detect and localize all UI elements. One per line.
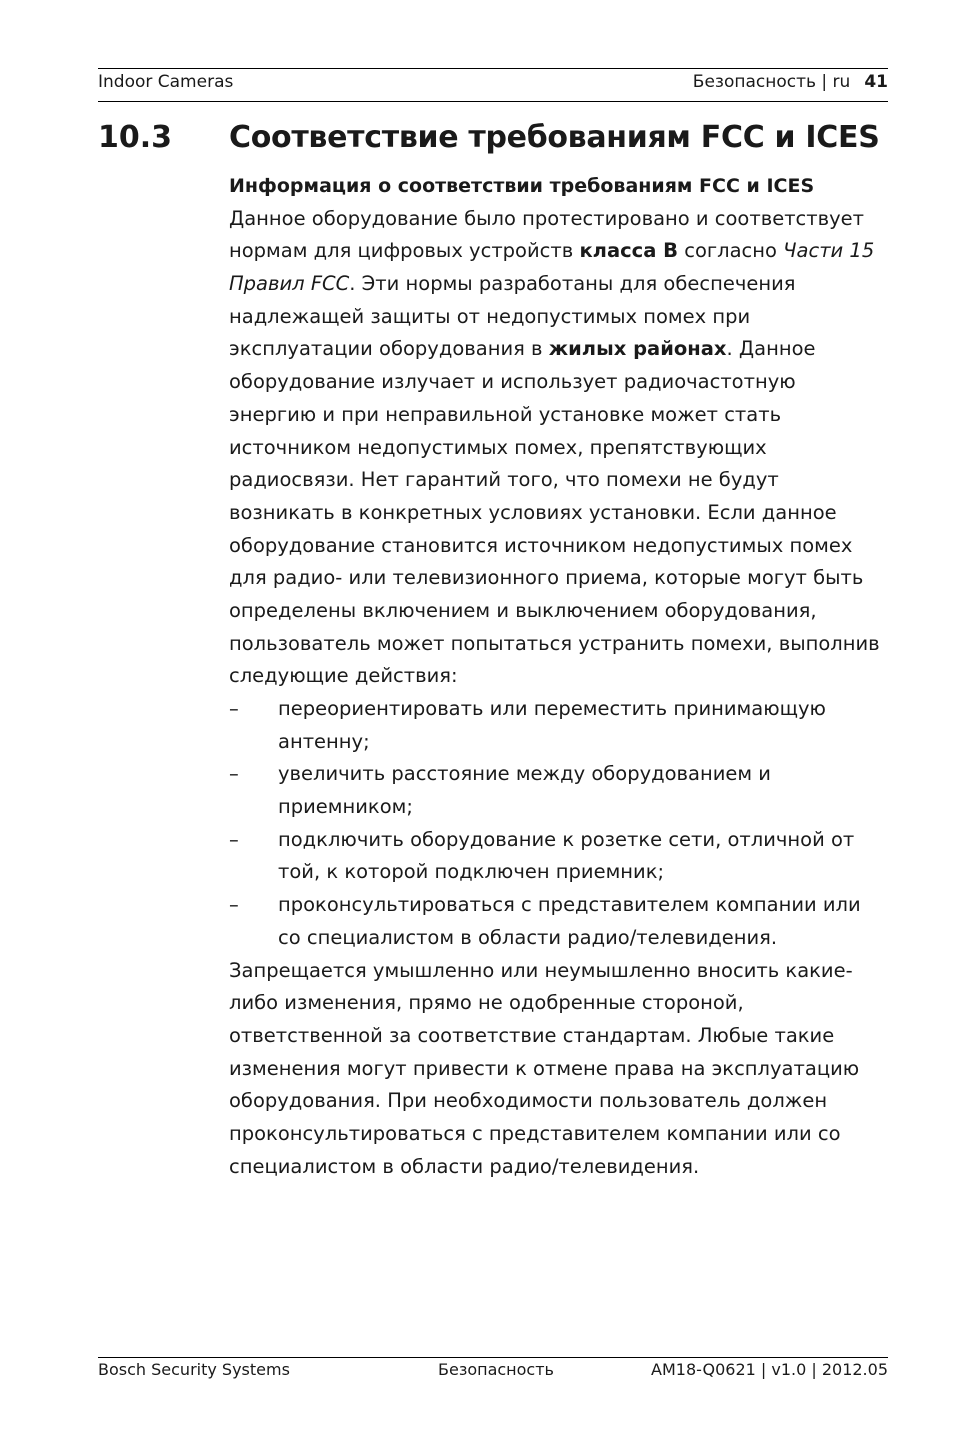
- text-line: изменения могут привести к отмене права на эксплуатацию: [229, 1056, 860, 1080]
- list-item: [229, 889, 891, 954]
- text-line: проконсультироваться с представителем компании или со: [229, 1121, 841, 1145]
- list-dash: –: [229, 762, 239, 786]
- list-item-line: той, к которой подключен приемник;: [278, 860, 665, 884]
- list-item: [229, 758, 891, 823]
- list-item: [229, 824, 891, 889]
- footer-section: Безопасность: [438, 1360, 554, 1379]
- text-line: для радио- или телевизионного приема, которые могут быть: [229, 566, 864, 590]
- page-number: 41: [864, 72, 888, 92]
- text-line: возникать в конкретных условиях установки. Если данное: [229, 500, 837, 524]
- text-line: либо изменения, прямо не одобренные стороной,: [229, 991, 744, 1015]
- section-body: [229, 170, 891, 1183]
- text-line: энергию и при неправильной установке может стать: [229, 402, 782, 426]
- italic-reference: Правил FCC: [229, 272, 350, 296]
- header-right: [693, 72, 888, 92]
- text-span: . Данное: [726, 337, 816, 361]
- text-line: источником недопустимых помех, препятствующих: [229, 435, 767, 459]
- list-item-line: переориентировать или переместить принимающую: [278, 697, 826, 720]
- text-line: оборудование становится источником недопустимых помех: [229, 533, 853, 557]
- list-dash: –: [229, 697, 239, 720]
- footer-doc-id: AM18-Q0621 | v1.0 | 2012.05: [651, 1360, 888, 1379]
- footer-company: Bosch Security Systems: [98, 1360, 290, 1379]
- text-span: согласно: [678, 239, 784, 263]
- text-line: пользователь может попытаться устранить помехи, выполнив: [229, 631, 880, 655]
- list-item-line: увеличить расстояние между оборудованием и: [278, 762, 771, 786]
- header-product-name: Indoor Cameras: [98, 72, 234, 92]
- paragraph-1: [229, 203, 891, 693]
- text-line: надлежащей защиты от недопустимых помех при: [229, 304, 751, 328]
- bold-term-residential: жилых районах: [548, 337, 727, 361]
- list-item-line: подключить оборудование к розетке сети, отличной от: [278, 827, 855, 851]
- text-line: оборудование излучает и использует радиочастотную: [229, 370, 796, 394]
- paragraph-2: [229, 955, 891, 1184]
- italic-reference: Части 15: [783, 239, 875, 263]
- text-line: [229, 333, 891, 366]
- action-list: [229, 693, 891, 955]
- list-item-line: проконсультироваться с представителем компании или: [278, 893, 861, 917]
- header-top-rule: [98, 68, 888, 69]
- text-span: . Эти нормы разработаны для обеспечения: [349, 272, 796, 296]
- text-line: специалистом в области радио/телевидения.: [229, 1154, 700, 1178]
- bold-term-class-b: класса B: [579, 239, 679, 263]
- list-dash: –: [229, 893, 239, 917]
- list-item-line: антенну;: [278, 729, 370, 753]
- header-section-label: Безопасность | ru: [692, 72, 851, 92]
- list-dash: –: [229, 827, 239, 851]
- text-line: Данное оборудование было протестировано и соответствует: [229, 206, 865, 230]
- section-number: 10.3: [98, 120, 173, 155]
- footer-rule: [98, 1357, 888, 1358]
- text-line: следующие действия:: [229, 664, 458, 688]
- text-line: [229, 235, 891, 268]
- text-line: [229, 268, 891, 301]
- text-line: оборудования. При необходимости пользователь должен: [229, 1089, 828, 1113]
- text-span: нормам для цифровых устройств: [229, 239, 580, 263]
- list-item-line: приемником;: [278, 795, 413, 819]
- text-line: Запрещается умышленно или неумышленно вносить какие-: [229, 958, 853, 982]
- text-span: эксплуатации оборудования в: [229, 337, 549, 361]
- section-title: Соответствие требованиям FCC и ICES: [229, 120, 880, 155]
- list-item-line: со специалистом в области радио/телевидения.: [278, 925, 778, 949]
- header-bottom-rule: [98, 101, 888, 102]
- text-line: радиосвязи. Нет гарантий того, что помехи не будут: [229, 468, 779, 492]
- subheading: Информация о соответствии требованиям FCC и ICES: [229, 175, 815, 197]
- text-line: ответственной за соответствие стандартам. Любые такие: [229, 1023, 835, 1047]
- text-line: определены включением и выключением оборудования,: [229, 598, 817, 622]
- list-item: [229, 693, 891, 758]
